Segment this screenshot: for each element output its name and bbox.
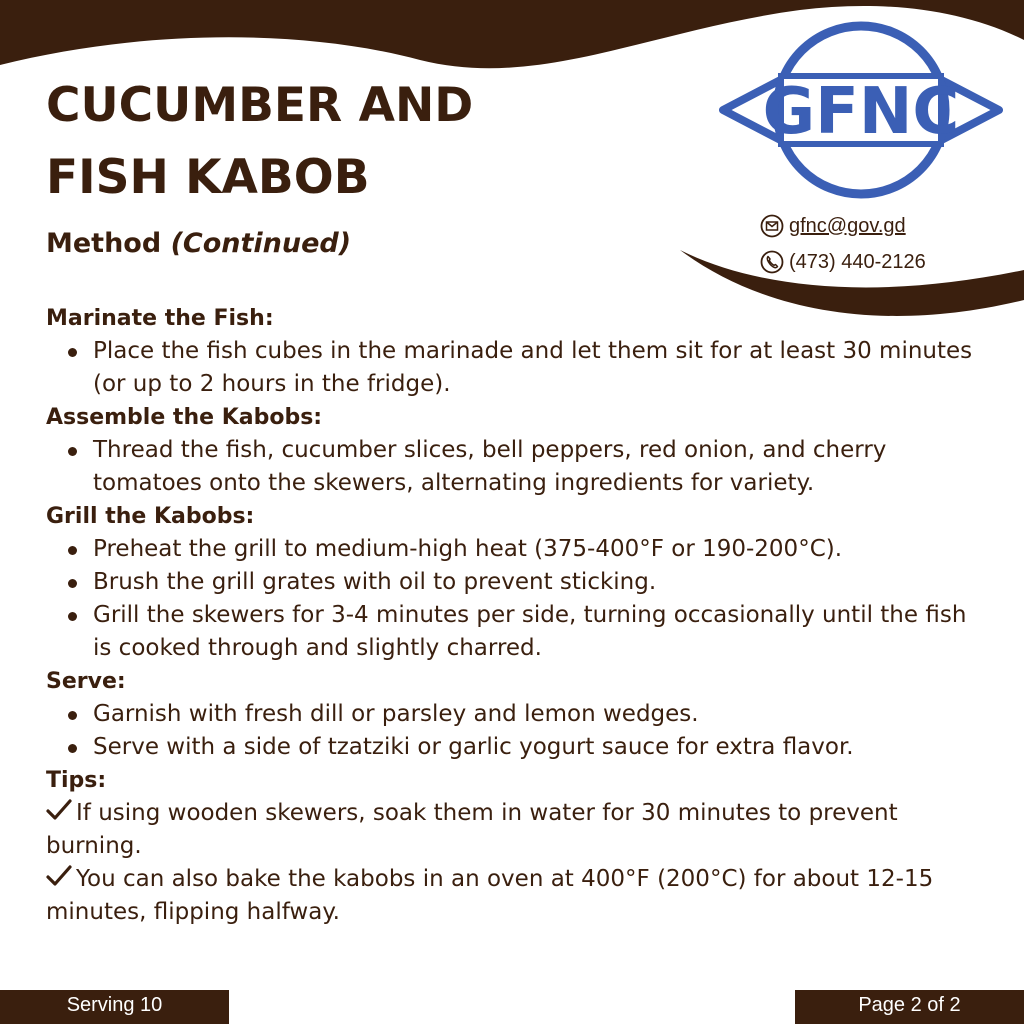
checkmark-icon bbox=[46, 798, 72, 822]
envelope-icon bbox=[760, 214, 784, 238]
method-suffix: (Continued) bbox=[170, 228, 352, 259]
marinate-list bbox=[46, 335, 976, 401]
section-title-grill: Grill the Kabobs: bbox=[46, 504, 255, 529]
page-indicator: Page 2 of 2 bbox=[795, 990, 1024, 1024]
recipe-title-line-1: CUCUMBER AND bbox=[46, 78, 474, 133]
method-content bbox=[46, 302, 976, 929]
tip-text: If using wooden skewers, soak them in water for 30 minutes to prevent burning. bbox=[46, 800, 898, 859]
recipe-title-line-2: FISH KABOB bbox=[46, 150, 370, 205]
phone-row bbox=[760, 244, 926, 280]
section-title-marinate: Marinate the Fish: bbox=[46, 306, 274, 331]
svg-text:GFNC: GFNC bbox=[762, 75, 960, 149]
section-title-serve: Serve: bbox=[46, 669, 126, 694]
tip-item bbox=[46, 863, 976, 929]
list-item: Place the fish cubes in the marinade and let them sit for at least 30 minutes (or up to 2 hours in the fridge). bbox=[68, 335, 976, 401]
phone-number: (473) 440-2126 bbox=[789, 250, 926, 273]
contact-info bbox=[760, 208, 926, 280]
list-item: Garnish with fresh dill or parsley and lemon wedges. bbox=[68, 698, 976, 731]
email-link[interactable]: gfnc@gov.gd bbox=[789, 214, 906, 237]
assemble-list bbox=[46, 434, 976, 500]
checkmark-icon bbox=[46, 864, 72, 888]
list-item: Preheat the grill to medium-high heat (375-400°F or 190-200°C). bbox=[68, 533, 976, 566]
method-heading bbox=[46, 228, 351, 259]
serve-list bbox=[46, 698, 976, 764]
grill-list bbox=[46, 533, 976, 665]
method-label: Method bbox=[46, 228, 162, 259]
list-item: Brush the grill grates with oil to prevent sticking. bbox=[68, 566, 976, 599]
section-title-assemble: Assemble the Kabobs: bbox=[46, 405, 323, 430]
gfnc-logo bbox=[719, 18, 1003, 202]
section-title-tips: Tips: bbox=[46, 768, 107, 793]
phone-icon bbox=[760, 250, 784, 274]
list-item: Serve with a side of tzatziki or garlic yogurt sauce for extra flavor. bbox=[68, 731, 976, 764]
tip-text: You can also bake the kabobs in an oven at 400°F (200°C) for about 12-15 minutes, flipping halfway. bbox=[46, 866, 934, 925]
serving-badge: Serving 10 bbox=[0, 990, 229, 1024]
list-item: Grill the skewers for 3-4 minutes per side, turning occasionally until the fish is cooked through and slightly charred. bbox=[68, 599, 976, 665]
recipe-title bbox=[46, 70, 473, 214]
tip-item bbox=[46, 797, 976, 863]
email-row bbox=[760, 208, 926, 244]
list-item: Thread the fish, cucumber slices, bell peppers, red onion, and cherry tomatoes onto the skewers, alternating ingredients for variety. bbox=[68, 434, 976, 500]
